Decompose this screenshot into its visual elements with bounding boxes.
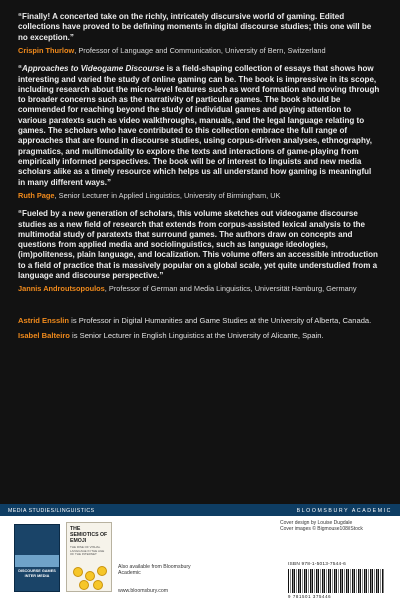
bottom-band [0, 504, 400, 600]
editor-bio-2: Isabel Balteiro is Senior Lecturer in English Linguistics at the University of Alicante, Spain. [18, 331, 324, 341]
emoji-icon [73, 567, 83, 577]
barcode-digits: 9 781501 375446 [288, 594, 332, 599]
emoji-icon [85, 571, 95, 581]
editor-bio-1: Astrid Ensslin is Professor in Digital Humanities and Game Studies at the University of Alberta, Canada. [18, 315, 372, 325]
related-book-subtitle-2: THE RISE OF VISUAL LANGUAGE IN THE AGE OF THE INTERNET [70, 545, 105, 557]
emoji-icon [93, 580, 103, 590]
reviewer-name-1: Crispin Thurlow [18, 45, 75, 55]
emoji-icon [97, 566, 107, 576]
emoji-icon [79, 580, 89, 590]
related-book-title-2: THE SEMIOTICS OF EMOJI [70, 526, 108, 544]
isbn-label: ISBN 978-1-5013-7544-6 [288, 562, 346, 567]
reviewer-role-1: , Professor of Language and Communication, University of Bern, Switzerland [74, 45, 326, 55]
related-book-cover-1 [14, 524, 60, 592]
related-book-cover-2 [66, 522, 112, 592]
review-quote-3: “Fueled by a new generation of scholars, this volume sketches out videogame discourse studies as a new field of research that extends from corpus-assisted lexical analysis to the multimodal study of paratexts that surround games. The authors draw on concepts and questions from applied media and sociolinguistics, such as language ideologies, (im)politeness, plain language, and localization. This volume offers an accessible introduction to a field of practice that is massively popular on a global scale, yet quite understudied from a language and discourse perspective.” [18, 209, 378, 281]
reviewer-role-2: , Senior Lecturer in Applied Linguistics, University of Birmingham, UK [54, 190, 281, 200]
review-attribution-2 [18, 191, 380, 200]
back-cover-text [18, 12, 380, 347]
review-quote-2: “Approaches to Videogame Discourse is a field-shaping collection of essays that shows how interesting and varied the study of online gaming can be. The book is impressive in its scope, including research about the micro-level features such as word formation and moving through to broader concerns such as the narrativity of particular games. The book should be commended for reaching beyond the study of individual games and paying attention to various paratexts such as video walkthroughs, manuals, and the legal language relating to games. The scholars who have contributed to this collection embrace the full range of approaches that are found in discourse studies, using corpus-driven analyses, ethnography, pragmatics, and multimodality to explore the texts and interactions of game-playing from empirically informed perspectives. The book will be of interest to linguists and new media scholars alike as a timely resource which helps us all understand how gaming is meaningful in many different ways.” [18, 64, 380, 187]
reviewer-name-2: Ruth Page [18, 190, 55, 200]
band-header [0, 506, 400, 516]
barcode [288, 569, 384, 593]
book-cover-stripe [15, 555, 59, 567]
review-attribution-3 [18, 284, 380, 293]
also-available-text: Also available from Bloomsbury Academic [118, 564, 191, 577]
reviewer-role-3: , Professor of German and Media Linguistics, Universität Hamburg, Germany [104, 284, 357, 294]
related-book-title-1: DISCOURSE GAMES INTER MEDIA [18, 569, 56, 578]
cover-design-credit: Cover design by Louise Dugdale [280, 520, 353, 526]
reviewer-name-3: Jannis Androutsopoulos [18, 284, 105, 294]
section-spacer [18, 303, 380, 316]
cover-credits [280, 520, 390, 532]
publisher-website: www.bloomsbury.com [118, 588, 169, 594]
subject-category: MEDIA STUDIES/LINGUISTICS [8, 508, 95, 514]
review-quote-1: “Finally! A concerted take on the richly, intricately discursive world of gaming. Edited collections have proved to be defining moments in digital discourse studies; this one will be no exception.” [18, 12, 372, 42]
cover-image-credit: Cover images © Bigmouse108/iStock [280, 526, 363, 533]
editor-name-1: Astrid Ensslin [18, 315, 70, 325]
review-attribution-1 [18, 46, 380, 55]
publisher-name: BLOOMSBURY ACADEMIC [296, 508, 392, 514]
editor-name-2: Isabel Balteiro [18, 331, 70, 341]
book-title-italic: Approaches to Videogame Discourse [22, 64, 165, 74]
